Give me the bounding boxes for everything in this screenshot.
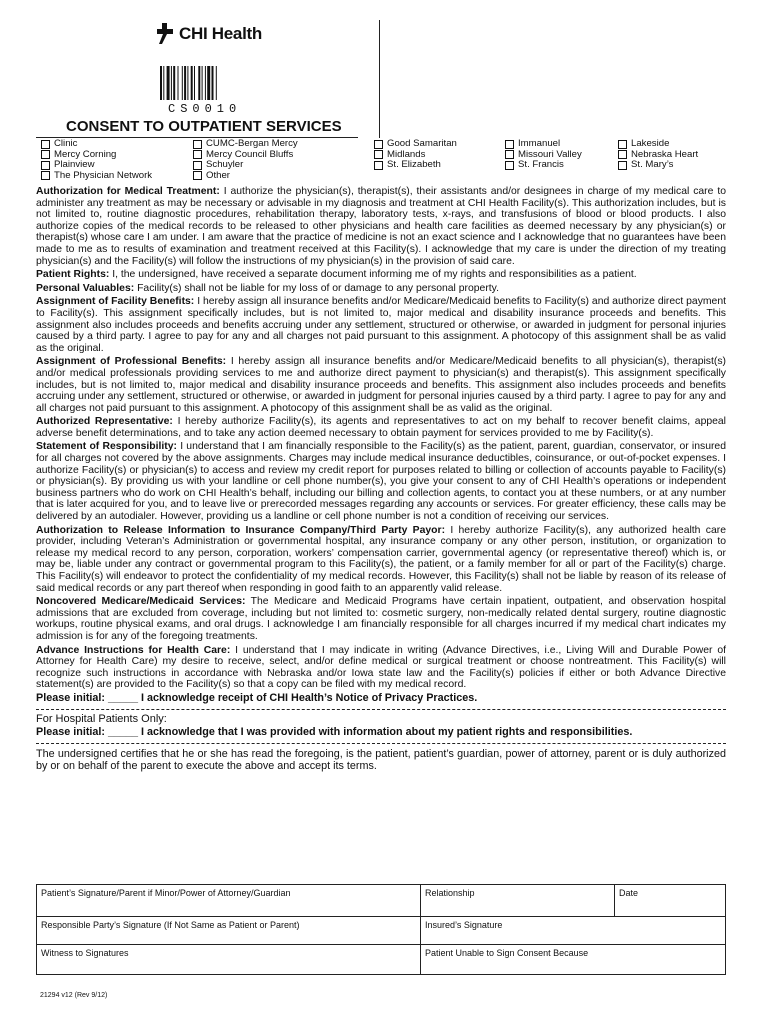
- facility-checkbox[interactable]: [41, 140, 50, 149]
- barcode-number: CS0010: [168, 102, 242, 116]
- facility-label: Nebraska Heart: [631, 148, 699, 160]
- facility-checkbox[interactable]: [374, 161, 383, 170]
- rights-initial-line[interactable]: Please initial: _____ I acknowledge that I was provided with information about my patient rights and responsibilities.: [36, 726, 633, 739]
- consent-section: [36, 416, 726, 439]
- facility-label: Immanuel: [518, 138, 561, 149]
- facility-label: Mercy Corning: [54, 148, 117, 160]
- section-text: Facility(s) shall not be liable for my loss of or damage to any personal property.: [134, 282, 499, 294]
- responsible-party-label: Responsible Party’s Signature (If Not Same as Patient or Parent): [41, 920, 300, 930]
- certification-text: The undersigned certifies that he or she has read the foregoing, is the patient, patient’s guardian, power of attorney, parent or is duly authorized by or on behalf of the parent to execute the above and accept its terms.: [36, 747, 726, 772]
- relationship-field[interactable]: [421, 885, 615, 917]
- insured-signature-label: Insured’s Signature: [425, 920, 503, 930]
- facility-label: St. Elizabeth: [387, 159, 441, 170]
- facility-option[interactable]: [505, 139, 582, 150]
- section-heading: Assignment of Professional Benefits:: [36, 356, 227, 368]
- facility-column-4: [505, 139, 582, 171]
- facility-checkbox[interactable]: [193, 140, 202, 149]
- date-field[interactable]: [615, 885, 726, 917]
- facility-column-2: [193, 139, 298, 181]
- facility-checkbox[interactable]: [41, 161, 50, 170]
- section-text: I hereby authorize Facility(s), its agents and representatives to act on my behalf to recover benefit claims, appeal adverse benefit determinations, and to take any action deemed necessary to obtain payment for services provided to me by Facility(s).: [36, 416, 726, 439]
- facility-label: St. Francis: [518, 159, 564, 170]
- unable-to-sign-label: Patient Unable to Sign Consent Because: [425, 948, 589, 958]
- cross-logo-icon: [155, 22, 175, 46]
- facility-checkbox[interactable]: [41, 171, 50, 180]
- facility-label: Clinic: [54, 138, 78, 149]
- facility-label: St. Mary’s: [631, 159, 674, 170]
- facility-checkbox[interactable]: [374, 150, 383, 159]
- facility-option[interactable]: [193, 139, 298, 150]
- facility-checkbox[interactable]: [193, 161, 202, 170]
- patient-signature-label: Patient’s Signature/Parent if Minor/Power of Attorney/Guardian: [41, 888, 291, 898]
- consent-section: [36, 596, 726, 642]
- facility-label: Midlands: [387, 148, 426, 160]
- witness-label: Witness to Signatures: [41, 948, 129, 958]
- consent-section: [36, 525, 726, 595]
- facility-column-5: [618, 139, 698, 171]
- logo-text: CHI Health: [179, 24, 262, 43]
- facility-label: CUMC-Bergan Mercy: [206, 138, 298, 149]
- section-text: I hereby assign all insurance benefits and/or Medicare/Medicaid benefits to all physician(s), therapist(s) and/or medical professionals providing services to me and authorize direct payment to physician(s) and therapist(s). This assignment specifically includes, but is not limited to, major medical and disability insurance proceeds and benefits. This assignment also includes proceeds and benefits accruing under any settlement, structured or otherwise, or awarded in judgment for personal injuries caused by a third party. I agree to pay for any and all charges not paid pursuant to this assignment. A photocopy of this assignment shall be as valid as the original.: [36, 356, 727, 414]
- facility-option[interactable]: [41, 171, 152, 182]
- consent-section: [36, 645, 726, 691]
- section-heading: Patient Rights:: [36, 269, 110, 281]
- consent-section: [36, 186, 726, 267]
- facility-checkbox[interactable]: [618, 140, 627, 149]
- facility-label: Plainview: [54, 159, 95, 170]
- dashed-divider: [36, 743, 726, 744]
- facility-checkbox[interactable]: [505, 161, 514, 170]
- signature-table: [36, 884, 726, 975]
- section-heading: Statement of Responsibility:: [36, 441, 177, 453]
- responsible-party-signature-field[interactable]: [37, 917, 421, 945]
- form-number: 21294 v12 (Rev 9/12): [40, 992, 108, 999]
- section-heading: Authorization to Release Information to Insurance Company/Third Party Payor:: [36, 524, 446, 536]
- facility-column-1: [41, 139, 152, 181]
- facility-column-3: [374, 139, 457, 171]
- facility-label: Other: [206, 169, 230, 181]
- facility-label: Mercy Council Bluffs: [206, 148, 294, 160]
- facility-option[interactable]: [193, 171, 298, 182]
- date-label: Date: [619, 888, 639, 898]
- section-text: I authorize the physician(s), therapist(s), their assistants and/or designees in charge of my medical care to administer any treatment as may be necessary or advisable in my diagnosis and treatment at CHI Health Facility(s). This authorization includes, but is not limited to, routine diagnostic procedures, rehabilitation therapy, laboratory tests, x-rays, and transfusions of blood or blood products. I also authorize copies of the medical records to be released to other physicians and health care facilities as deemed necessary by any physician(s) or therapist(s) whose care I am under. I am aware that the practice of medicine is not an exact science and I acknowledge that no guarantees have been made to me as to results of examination and treatment received at this Facility(s). I acknowledge that my care is under the direction of my treating physician(s) and the Facility(s) will follow the instructions of my physician(s) in the provision of said care.: [36, 186, 726, 267]
- section-heading: Noncovered Medicare/Medicaid Services:: [36, 596, 246, 608]
- witness-field[interactable]: [37, 945, 421, 975]
- section-heading: Authorization for Medical Treatment:: [36, 186, 220, 197]
- form-title: CONSENT TO OUTPATIENT SERVICES: [66, 118, 342, 135]
- facility-option[interactable]: [41, 139, 152, 150]
- facility-checkbox[interactable]: [618, 161, 627, 170]
- facility-label: Missouri Valley: [518, 148, 582, 160]
- facility-label: Good Samaritan: [387, 138, 457, 149]
- facility-option[interactable]: [505, 160, 582, 171]
- section-text: I hereby authorize Facility(s), any authorized health care provider, including Veteran’s Administration or governmental hospital, any insurance company or any other person, institution, or organization to release my medical record to any person, corporation, workers’ compensation carrier, governmental agency (or representative thereof) which is, or may be, liable under any contract or governmental program to this Facility(s), the patient, or a family member for all or part of the Facility(s) charge. This Facility(s) will endeavor to protect the confidentiality of my medical records. However, this Facility(s) shall not be liable by reason of its release of said medical records or any part thereof when responding in good faith to an apparently valid release.: [36, 524, 726, 594]
- section-text: I understand that I am financially responsible to the Facility(s) as the patient, parent, guardian, conservator, or insured for all charges not covered by the above assignments. Charges may include medical insurance deductibles, coinsurance, or out-of-pocket expenses. I authorize Facility(s) or physician(s) to access and review my credit report for purposes related to billing or collection of accounts payable to Facility(s) or physician(s). By providing us with your landline or cell phone number(s), you give your consent to any of CHI Health’s operations or independent business partners who do work on CHI Health’s behalf, including our billing and collection agents, to contact you at these numbers, or at any number that is later acquired for you, and to leave live or prerecorded messages regarding any accounts or services. For greater efficiency, these calls may be delivered by an autodialer. However, providing us a landline or cell phone number is not a condition of receiving our services.: [36, 441, 726, 523]
- facility-option[interactable]: [193, 160, 298, 171]
- facility-label: Lakeside: [631, 138, 670, 149]
- facility-checkbox[interactable]: [505, 140, 514, 149]
- facility-option[interactable]: [374, 160, 457, 171]
- section-text: The Medicare and Medicaid Programs have certain inpatient, outpatient, and observation hospital admissions that are excluded from coverage, including but not limited to: cosmetic surgery, non-medically related dental surgery, routine diagnostic workups, routine physical exams, and oral drugs. I acknowledge I am financially responsible for all charges incurred if my medical chart indicates my admission is for any of the foregoing treatments.: [36, 596, 726, 642]
- section-text: I hereby assign all insurance benefits and/or Medicare/Medicaid benefits to Facility(s) and authorize direct payment to Facility(s). This assignment specifically includes, but is not limited to, major medical and disability insurance proceeds and benefits. This assignment also includes proceeds and benefits accruing under any settlement, structured or otherwise, or awarded in judgment for personal injuries caused by a third party. I agree to pay for any and all charges not paid pursuant to this assignment. A photocopy of this assignment shall be as valid as the original.: [36, 296, 726, 354]
- header-divider: [379, 20, 380, 138]
- insured-signature-field[interactable]: [421, 917, 726, 945]
- section-heading: Authorized Representative:: [36, 416, 173, 428]
- chi-health-logo: [155, 22, 262, 46]
- consent-section: [36, 269, 726, 281]
- facility-label: The Physician Network: [54, 169, 153, 181]
- hospital-patients-label: For Hospital Patients Only:: [36, 712, 167, 725]
- facility-checkbox[interactable]: [193, 171, 202, 180]
- consent-body: [36, 186, 726, 774]
- facility-label: Schuyler: [206, 159, 244, 170]
- facility-checkbox[interactable]: [505, 150, 514, 159]
- facility-checkbox[interactable]: [374, 140, 383, 149]
- facility-option[interactable]: [618, 160, 698, 171]
- title-underline: [36, 137, 358, 138]
- consent-section: [36, 296, 726, 354]
- consent-section: [36, 441, 726, 522]
- facility-option[interactable]: [618, 139, 698, 150]
- facility-checkbox[interactable]: [41, 150, 50, 159]
- section-heading: Assignment of Facility Benefits:: [36, 296, 195, 308]
- section-text: I, the undersigned, have received a separate document informing me of my rights and responsibilities as a patient.: [109, 269, 637, 281]
- section-heading: Personal Valuables:: [36, 282, 135, 294]
- facility-option[interactable]: [41, 160, 152, 171]
- unable-to-sign-field[interactable]: [421, 945, 726, 975]
- consent-section: [36, 356, 726, 414]
- relationship-label: Relationship: [425, 888, 475, 898]
- facility-checkbox[interactable]: [618, 150, 627, 159]
- privacy-initial-line[interactable]: Please initial: _____ I acknowledge receipt of CHI Health’s Notice of Privacy Practices.: [36, 691, 478, 704]
- section-heading: Advance Instructions for Health Care:: [36, 644, 231, 656]
- barcode: [160, 66, 242, 100]
- consent-section: [36, 283, 726, 295]
- facility-checkbox[interactable]: [193, 150, 202, 159]
- facility-option[interactable]: [374, 139, 457, 150]
- dashed-divider: [36, 709, 726, 710]
- section-text: I understand that I may indicate in writing (Advance Directives, i.e., Living Will and Durable Power of Attorney for Health Care) my desire to receive, select, and/or define medical or surgical treatment or choose nontreatment. This Facility(s) will recognize such instructions in accordance with Nebraska and/or Iowa state law and the Facility(s) policies if either or both Advance Directive statement(s) are provided to the Facility(s) so that a copy can be filed with my medical record.: [36, 644, 726, 691]
- patient-signature-field[interactable]: [37, 885, 421, 917]
